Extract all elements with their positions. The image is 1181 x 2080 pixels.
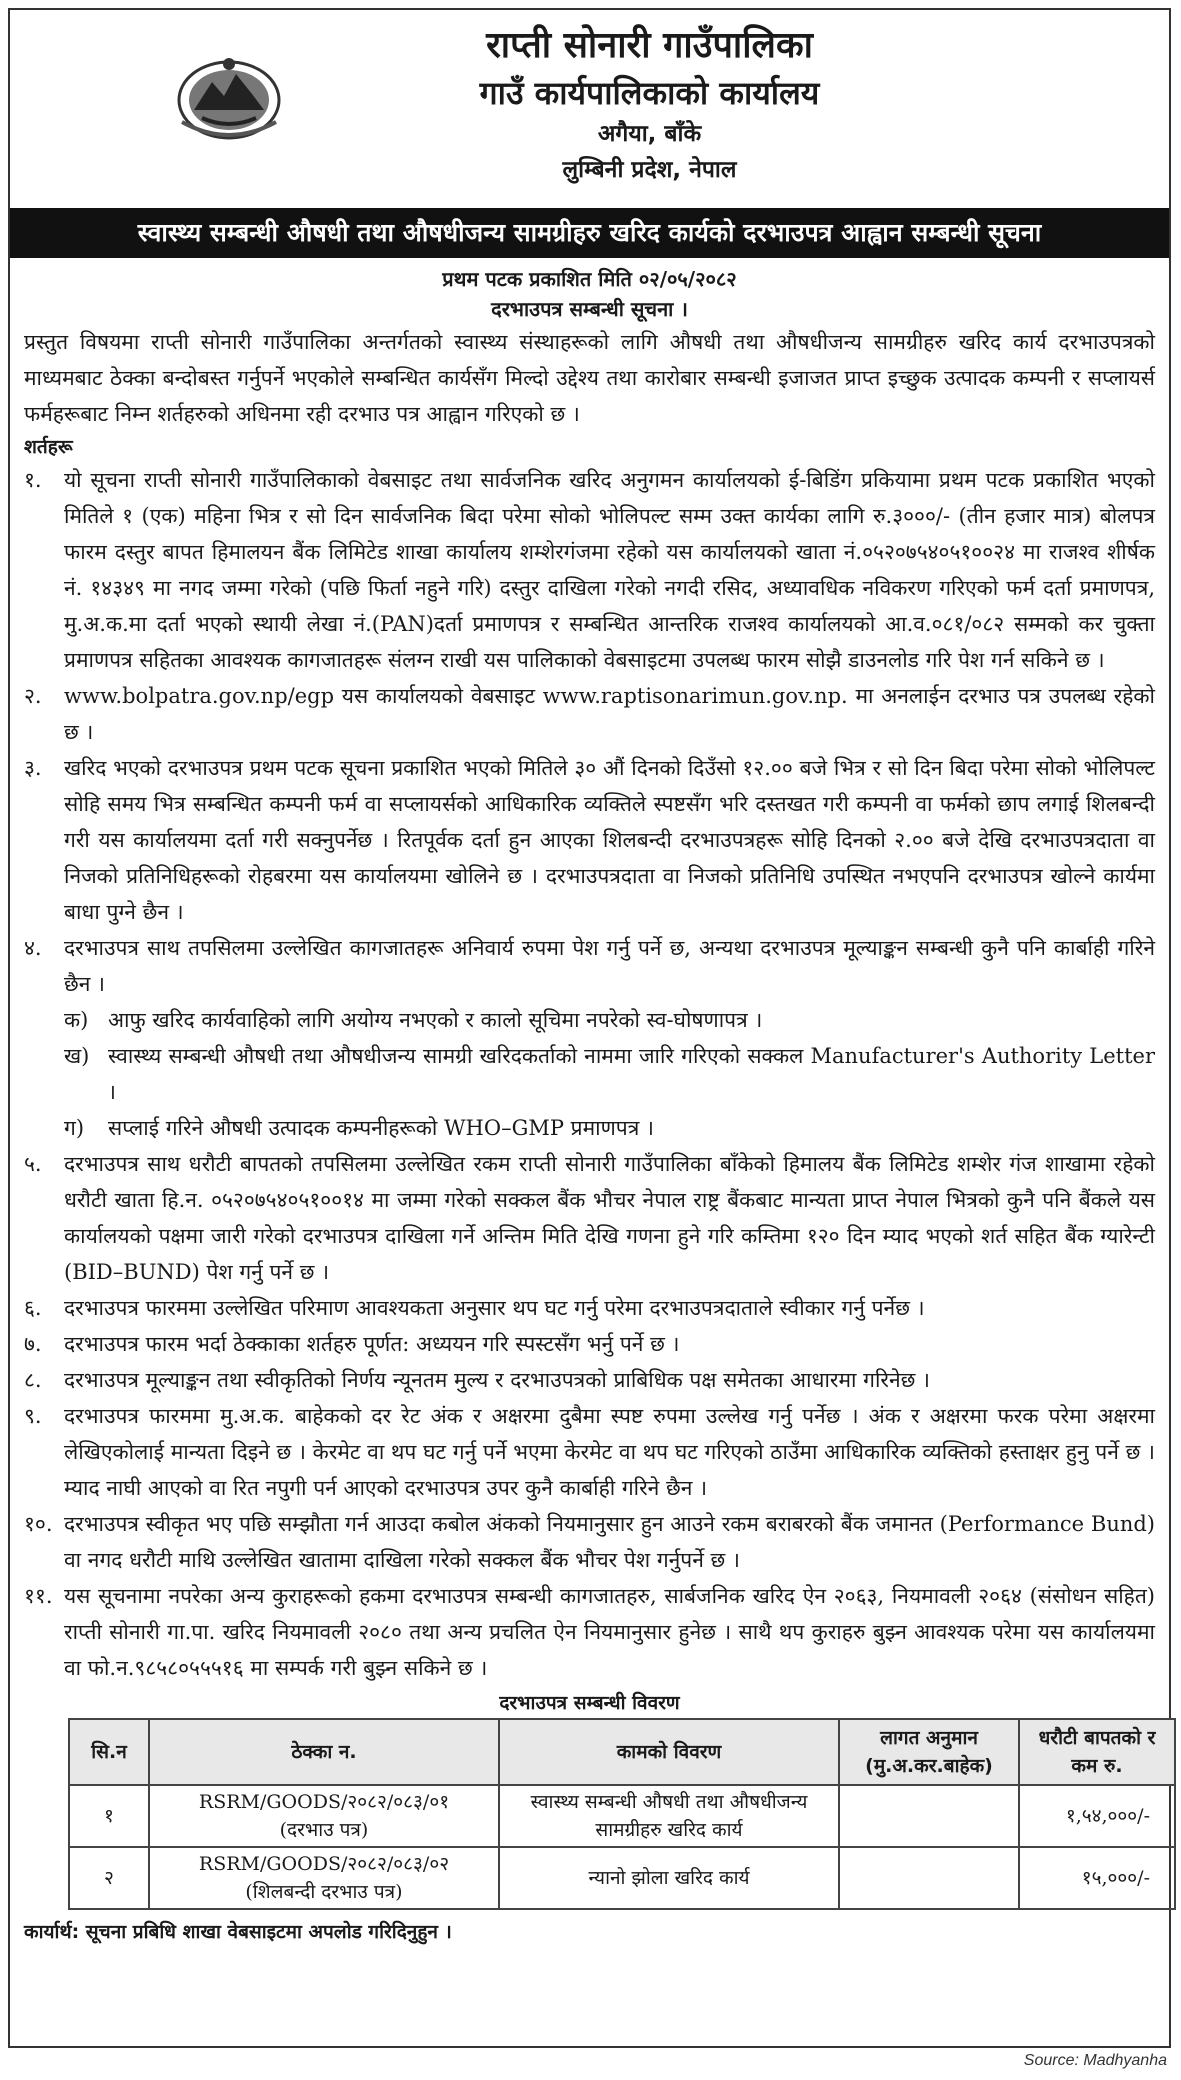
conditions-list	[24, 462, 1155, 1002]
item-number: ४.	[24, 936, 42, 960]
item-text: आफु खरिद कार्यवाहिको लागि अयोग्य नभएको र कालो सूचिमा नपरेको स्व-घोषणापत्र ।	[108, 1008, 763, 1032]
published-date: प्रथम पटक प्रकाशित मिति ०२/०५/२०८२	[442, 267, 737, 291]
item-number: २.	[24, 684, 42, 708]
cell-sn: २	[69, 1847, 149, 1909]
contract-number: RSRM/GOODS/२०८२/०८३/०२	[198, 1853, 450, 1875]
contract-type: (शिलबन्दी दरभाउ पत्र)	[245, 1881, 403, 1903]
list-item	[24, 1290, 1155, 1326]
municipality-name: राप्ती सोनारी गाउँपालिका	[486, 25, 813, 66]
item-number: ७.	[24, 1332, 42, 1356]
list-item	[24, 930, 1155, 1002]
item-number: ३.	[24, 756, 42, 780]
list-item	[24, 462, 1155, 678]
item-text: स्वास्थ्य सम्बन्धी औषधी तथा औषधीजन्य सामग्री खरिदकर्ताको नाममा जारि गरिएको सक्कल Manufacturer's Authority Letter ।	[108, 1044, 1155, 1104]
item-number: ११.	[24, 1584, 53, 1608]
item-number: ५.	[24, 1152, 42, 1176]
intro-paragraph: प्रस्तुत विषयमा राप्ती सोनारी गाउँपालिका अन्तर्गतको स्वास्थ्य संस्थाहरूको लागि औषधी तथा औषधीजन्य सामग्रीहरु खरिद कार्य दरभाउपत्रको माध्यमबाट ठेक्का बन्दोबस्त गर्नुपर्ने भएकोले सम्बन्धित कार्यसँग मिल्दो उद्देश्य तथा कारोबार सम्बन्धी इजाजत प्राप्त इच्छुक उत्पादक कम्पनी र सप्लायर्स फर्महरूबाट निम्न शर्तहरुको अधिनमा रही दरभाउ पत्र आह्वान गरिएको छ ।	[24, 330, 1155, 426]
cell-estimate	[839, 1847, 1019, 1909]
col-contract: ठेक्का न.	[149, 1719, 499, 1785]
list-item	[24, 1398, 1155, 1506]
col-description: कामको विवरण	[499, 1719, 839, 1785]
list-item	[24, 1110, 1155, 1146]
list-item	[24, 1362, 1155, 1398]
contract-type: (दरभाउ पत्र)	[279, 1819, 369, 1841]
header	[10, 10, 1169, 208]
col-sn: सि.न	[69, 1719, 149, 1785]
item-text: यो सूचना राप्ती सोनारी गाउँपालिकाको वेबसाइट तथा सार्वजनिक खरिद अनुगमन कार्यालयको ई-बिडिंग प्रकियामा प्रथम पटक प्रकाशित भएको मितिले १ (एक) महिना भित्र र सो दिन सार्वजनिक बिदा परेमा सोको भोलिपल्ट सम्म उक्त कार्यका लागि रु.३०००/- (तीन हजार मात्र) बोलपत्र फारम दस्तुर बापत हिमालयन बैंक लिमिटेड शाखा कार्यालय शम्शेरगंजमा रहेको यस कार्यालयको खाता नं.०५२०७५४०५१००२४ मा राजश्व शीर्षक नं. १४३४९ मा नगद जम्मा गरेको (पछि फिर्ता नहुने गरि) दस्तुर दाखिला गरेको नगदी रसिद, अध्यावधिक नविकरण गरिएको फर्म दर्ता प्रमाणपत्र, मु.अ.क.मा दर्ता भएको स्थायी लेखा नं.(PAN)दर्ता प्रमाणपत्र र सम्बन्धित आन्तरिक राजश्व कार्यालयको आ.व.०८१/०८२ सम्मको कर चुक्ता प्रमाणपत्र सहितका आवश्यक कागजातहरू संलग्न राखी यस पालिकाको वेबसाइटमा उपलब्ध फारम सोझै डाउनलोड गरि पेश गर्न सकिने छ ।	[64, 468, 1155, 672]
item-text: सप्लाई गरिने औषधी उत्पादक कम्पनीहरूको WHO–GMP प्रमाणपत्र ।	[108, 1116, 654, 1140]
list-item	[24, 678, 1155, 750]
list-item	[24, 1506, 1155, 1578]
item-number: ख)	[64, 1044, 90, 1068]
item-text: दरभाउपत्र फारम भर्दा ठेक्काका शर्तहरु पूर्णत: अध्ययन गरि स्पस्टसँग भर्नु पर्ने छ ।	[64, 1332, 680, 1356]
item-number: ८.	[24, 1368, 42, 1392]
item-text: दरभाउपत्र मूल्याङ्कन तथा स्वीकृतिको निर्णय न्यूनतम मुल्य र दरभाउपत्रको प्राबिधिक पक्ष समेतका आधारमा गरिनेछ ।	[64, 1368, 930, 1392]
item-text: यस सूचनामा नपरेका अन्य कुराहरूको हकमा दरभाउपत्र सम्बन्धी कागजातहरु, सार्बजनिक खरिद ऐन २०६३, नियमावली २०६४ (संसोधन सहित) राप्ती सोनारी गा.पा. खरिद नियमावली २०८० तथा अन्य प्रचलित ऐन नियमानुसार हुनेछ । साथै थप कुराहरु बुझ्न आवश्यक परेमा यस कार्यालयमा वा फो.न.९८५८०५५५१६ मा सम्पर्क गरी बुझ्न सकिने छ ।	[64, 1584, 1155, 1680]
list-item	[24, 1038, 1155, 1110]
table-caption: दरभाउपत्र सम्बन्धी विवरण	[499, 1692, 680, 1714]
list-item	[24, 1002, 1155, 1038]
conditions-list-2	[24, 1146, 1155, 1686]
notice-body	[10, 258, 1169, 1948]
table-row	[69, 1847, 1175, 1909]
item-number: ९.	[24, 1404, 42, 1428]
item-number: १०.	[24, 1512, 53, 1536]
cell-estimate	[839, 1785, 1019, 1847]
office-name: गाउँ कार्यपालिकाको कार्यालय	[479, 74, 820, 112]
cell-description: स्वास्थ्य सम्बन्धी औषधी तथा औषधीजन्य सामग्रीहरु खरिद कार्य	[499, 1785, 839, 1847]
item-number: ग)	[64, 1116, 85, 1140]
list-item	[24, 750, 1155, 930]
item-text: दरभाउपत्र फारममा उल्लेखित परिमाण आवश्यकता अनुसार थप घट गर्नु परेमा दरभाउपत्रदाताले स्वीकार गर्नु पर्नेछ ।	[64, 1296, 925, 1320]
item-text: www.bolpatra.gov.np/egp यस कार्यालयको वेबसाइट www.raptisonarimun.gov.np. मा अनलाईन दरभाउ पत्र उपलब्ध रहेको छ ।	[64, 684, 1155, 744]
cell-deposit: १५,०००/-	[1019, 1847, 1175, 1909]
conditions-heading: शर्तहरू	[24, 436, 73, 458]
table-header-row	[69, 1719, 1175, 1785]
item-number: क)	[64, 1008, 89, 1032]
item-text: खरिद भएको दरभाउपत्र प्रथम पटक सूचना प्रकाशित भएको मितिले ३० औं दिनको दिउँसो १२.०० बजे भित्र र सो दिन बिदा परेमा सोको भोलिपल्ट सोहि समय भित्र सम्बन्धित कम्पनी फर्म वा सप्लायर्सको आधिकारिक व्यक्तिले स्पष्टसँग भरि दस्तखत गरी कम्पनी वा फर्मको छाप लगाई शिलबन्दी गरी यस कार्यालयमा दर्ता गरी सक्नुपर्नेछ । रितपूर्वक दर्ता हुन आएका शिलबन्दी दरभाउपत्रहरू सोहि दिनको २.०० बजे देखि दरभाउपत्रदाता वा निजको प्रतिनिधिहरूको रोहबरमा यस कार्यालयमा खोलिने छ । दरभाउपत्रदाता वा निजको प्रतिनिधि उपस्थित नभएपनि दरभाउपत्र खोल्ने कार्यमा बाधा पुग्ने छैन ।	[64, 756, 1155, 924]
item-number: ६.	[24, 1296, 42, 1320]
item-text: दरभाउपत्र साथ धरौटी बापतको तपसिलमा उल्लेखित रकम राप्ती सोनारी गाउँपालिका बाँकेको हिमालय बैंक लिमिटेड शम्शेर गंज शाखामा रहेको धरौटी खाता हि.न. ०५२०७५४०५१००१४ मा जम्मा गरेको सक्कल बैंक भौचर नेपाल राष्ट्र बैंकबाट मान्यता प्राप्त नेपाल भित्रको कुनै पनि बैंकले यस कार्यालयको पक्षमा जारी गरेको दरभाउपत्र दाखिला गर्ने अन्तिम मिति देखि गणना हुने गरि कम्तिमा १२० दिन म्याद भएको शर्त सहित बैंक ग्यारेन्टी (BID–BUND) पेश गर्नु पर्ने छ ।	[64, 1152, 1155, 1284]
notice-banner: स्वास्थ्य सम्बन्धी औषधी तथा औषधीजन्य सामग्रीहरु खरिद कार्यको दरभाउपत्र आह्वान सम्बन्धी सूचना	[10, 208, 1169, 258]
col-deposit: धरौटी बापतको र कम रु.	[1019, 1719, 1175, 1785]
cell-deposit: १,५४,०००/-	[1019, 1785, 1175, 1847]
source-credit: Source: Madhyanha	[1023, 2052, 1167, 2069]
tender-table	[68, 1718, 1176, 1910]
cell-description: न्यानो झोला खरिद कार्य	[499, 1847, 839, 1909]
notice-page	[8, 8, 1171, 2048]
item-text: दरभाउपत्र स्वीकृत भए पछि सम्झौता गर्न आउदा कबोल अंकको नियमानुसार हुन आउने रकम बराबरको बैंक जमानत (Performance Bund) वा नगद धरौटी माथि उल्लेखित खातामा दाखिला गरेको सक्कल बैंक भौचर पेश गर्नुपर्ने छ ।	[64, 1512, 1155, 1572]
contract-number: RSRM/GOODS/२०८२/०८३/०१	[198, 1791, 450, 1813]
item-text: दरभाउपत्र फारममा मु.अ.क. बाहेकको दर रेट अंक र अक्षरमा दुबैमा स्पष्ट रुपमा उल्लेख गर्नु पर्नेछ । अंक र अक्षरमा फरक परेमा अक्षरमा लेखिएकोलाई मान्यता दिइने छ । केरमेट वा थप घट गर्नु पर्ने भएमा केरमेट वा थप घट गरिएको ठाउँमा आधिकारिक व्यक्तिको हस्ताक्षर हुनु पर्ने छ । म्याद नाघी आएको वा रित नपुगी पर्न आएको दरभाउपत्र उपर कुनै कार्बाही गरिने छैन ।	[64, 1404, 1155, 1500]
table-row	[69, 1785, 1175, 1847]
cell-sn: १	[69, 1785, 149, 1847]
list-item	[24, 1146, 1155, 1290]
notice-heading: दरभाउपत्र सम्बन्धी सूचना ।	[491, 297, 688, 321]
cell-contract	[149, 1847, 499, 1909]
item-number: १.	[24, 468, 42, 492]
province-name: लुम्बिनी प्रदेश, नेपाल	[562, 157, 737, 183]
item-text: दरभाउपत्र साथ तपसिलमा उल्लेखित कागजातहरू अनिवार्य रुपमा पेश गर्नु पर्ने छ, अन्यथा दरभाउपत्र मूल्याङ्कन सम्बन्धी कुनै पनि कार्बाही गरिने छैन ।	[64, 936, 1155, 996]
cell-contract	[149, 1785, 499, 1847]
list-item	[24, 1326, 1155, 1362]
col-estimate: लागत अनुमान (मु.अ.कर.बाहेक)	[839, 1719, 1019, 1785]
footer-note: कार्यार्थ: सूचना प्रबिधि शाखा वेबसाइटमा अपलोड गरिदिनुहुन ।	[24, 1921, 452, 1943]
list-item	[24, 1578, 1155, 1686]
subitems-list	[24, 1002, 1155, 1146]
office-address: अगैया, बाँके	[597, 121, 702, 147]
